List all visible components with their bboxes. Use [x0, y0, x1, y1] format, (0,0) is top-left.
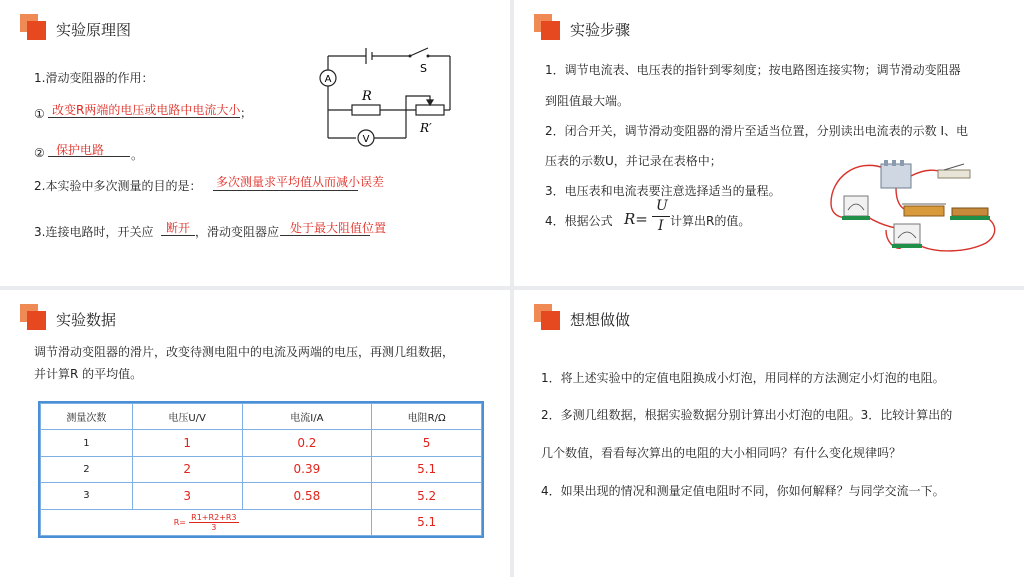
table-average-row: [41, 509, 482, 535]
table-cell-voltage: 2: [132, 456, 242, 482]
table-cell-current: 0.39: [242, 456, 372, 482]
step-2-line-1: 2．闭合开关，调节滑动变阻器的滑片至适当位置，分别读出电流表的示数 I、电: [545, 124, 968, 138]
answer-3a: 断开: [166, 221, 191, 235]
table-cell-resistance: 5: [372, 430, 482, 456]
panel-think: [514, 290, 1024, 577]
battery-box-icon: [881, 160, 911, 188]
step-4-prefix: 4．根据公式: [545, 214, 613, 228]
rheostat-symbol: [416, 105, 444, 115]
circuit-diagram: [310, 38, 470, 158]
intro-line-2: 并计算R 的平均值。: [34, 367, 143, 381]
ammeter-icon: [842, 196, 870, 220]
answer-1a: 改变R两端的电压或电路中电流大小: [52, 103, 241, 117]
table-row: [41, 430, 482, 456]
table-cell-current: 0.2: [242, 430, 372, 456]
section-logo-icon: [534, 14, 562, 42]
section-title: 实验步骤: [570, 21, 631, 39]
step-4-suffix: 计算出R的值。: [670, 214, 751, 228]
table-header-row: [41, 404, 482, 430]
answer-1b: 保护电路: [56, 143, 105, 157]
resistor-symbol: [352, 105, 380, 115]
section-logo-icon: [20, 304, 48, 332]
voltmeter-label: V: [362, 134, 370, 145]
step-1-line-2: 到阻值最大端。: [545, 94, 630, 108]
rheostat-icon: [902, 204, 946, 216]
answer-1b-mark: ②: [34, 146, 45, 160]
resistor-icon: [950, 208, 990, 220]
think-item-4: 4．如果出现的情况和测量定值电阻时不同，你如何解释？与同学交流一下。: [541, 484, 945, 498]
question-3a: 3.连接电路时，开关应: [34, 225, 154, 239]
average-value: 5.1: [372, 509, 482, 535]
average-label: R=: [173, 517, 186, 527]
switch-lever: [410, 48, 428, 56]
step-1-line-1: 1．调节电流表、电压表的指针到零刻度；按电路图连接实物；调节滑动变阻器: [545, 63, 961, 77]
question-1: 1.滑动变阻器的作用：: [34, 71, 154, 85]
switch-icon: [938, 164, 970, 178]
voltmeter-icon: [892, 224, 922, 248]
formula-lhs: R=: [624, 210, 648, 228]
question-3b: ，滑动变阻器应: [195, 225, 280, 239]
panel-principle: [0, 0, 510, 286]
panel-steps: [514, 0, 1024, 286]
panel-data: [0, 290, 510, 577]
table-cell-voltage: 1: [132, 430, 242, 456]
think-item-2-cont: 几个数值，看看每次算出的电阻的大小相同吗？有什么变化规律吗？: [541, 446, 902, 460]
table-cell-resistance: 5.1: [372, 456, 482, 482]
table-cell-index: 3: [41, 483, 133, 509]
data-table: [38, 401, 484, 538]
formula-denominator: I: [658, 218, 664, 234]
answer-2: 多次测量求平均值从而减小误差: [216, 175, 385, 189]
step-2-line-2: 压表的示数U，并记录在表格中；: [545, 154, 722, 168]
section-logo-icon: [20, 14, 48, 42]
average-numerator: R1+R2+R3: [191, 512, 237, 522]
intro-line-1: 调节滑动变阻器的滑片，改变待测电阻中的电流及两端的电压，再测几组数据，: [34, 345, 455, 359]
table-cell-voltage: 3: [132, 483, 242, 509]
section-title: 实验数据: [56, 311, 117, 329]
table-header-cell: 电压U/V: [132, 404, 242, 430]
answer-3b: 处于最大阻值位置: [290, 221, 387, 235]
think-item-2: 2．多测几组数据，根据实验数据分别计算出小灯泡的电阻。3．比较计算出的: [541, 408, 953, 422]
table-header-cell: 电阻R/Ω: [372, 404, 482, 430]
table-row: [41, 483, 482, 509]
section-title: 想想做做: [570, 311, 631, 329]
section-logo-icon: [534, 304, 562, 332]
answer-1a-end: ；: [240, 106, 253, 120]
question-2: 2.本实验中多次测量的目的是：: [34, 179, 202, 193]
answer-1a-mark: ①: [34, 107, 45, 121]
table-row: [41, 456, 482, 482]
answer-1b-end: 。: [131, 148, 144, 162]
step-3: 3．电压表和电流表要注意选择适当的量程。: [545, 184, 781, 198]
resistor-label: R: [362, 89, 372, 104]
average-fraction: [189, 513, 238, 532]
table-header-cell: 测量次数: [41, 404, 133, 430]
switch-label: S: [420, 62, 427, 75]
table-header-cell: 电流I/A: [242, 404, 372, 430]
table-cell-current: 0.58: [242, 483, 372, 509]
average-denominator: 3: [211, 522, 217, 532]
average-formula-cell: [41, 509, 372, 535]
ammeter-label: A: [324, 74, 332, 85]
rheostat-label: R′: [420, 121, 432, 135]
table-cell-index: 2: [41, 456, 133, 482]
table-cell-resistance: 5.2: [372, 483, 482, 509]
formula-numerator: U: [656, 198, 668, 214]
section-title: 实验原理图: [56, 21, 132, 39]
formula-fraction-bar: [652, 216, 670, 217]
apparatus-illustration: [826, 158, 1006, 258]
think-item-1: 1．将上述实验中的定值电阻换成小灯泡，用同样的方法测定小灯泡的电阻。: [541, 371, 945, 385]
table-cell-index: 1: [41, 430, 133, 456]
